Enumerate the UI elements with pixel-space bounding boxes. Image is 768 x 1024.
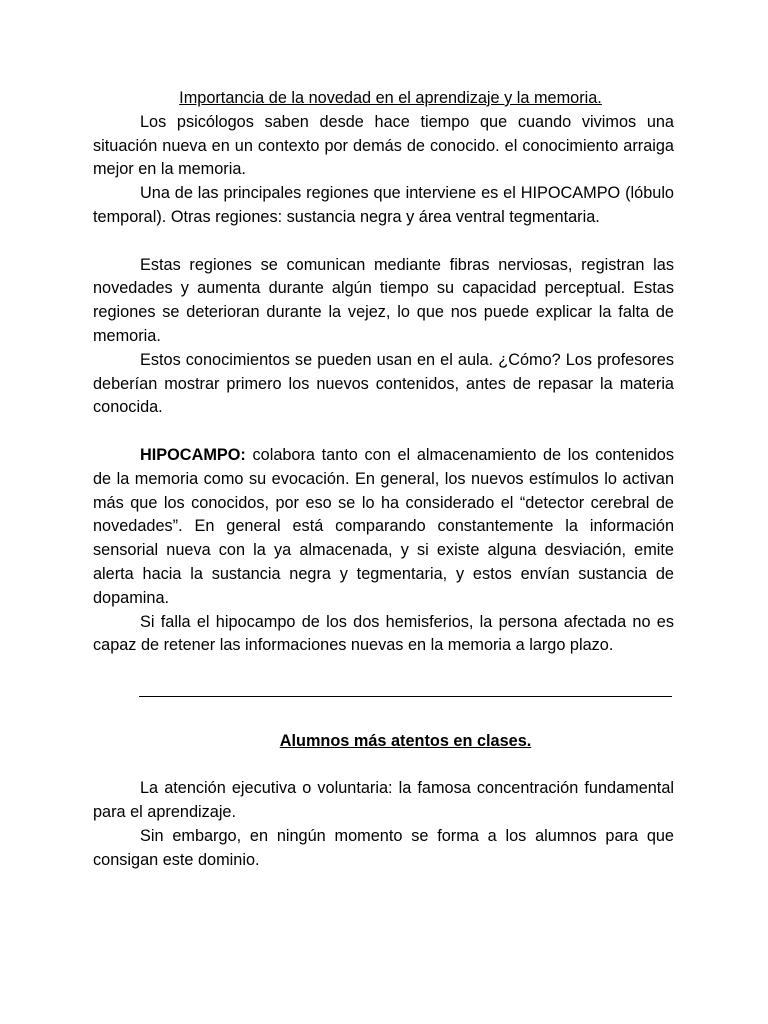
document-page: [93, 87, 674, 872]
term-hipocampo: HIPOCAMPO:: [140, 445, 246, 464]
paragraph-text: colabora tanto con el almacenamiento de los contenidos de la memoria como su evocación. En general, los nuevos estímulos lo activan más que los conocidos, por eso se lo ha considerado el “detector cerebral de novedades”. En general está comparando constantemente la información sensorial nueva con la ya almacenada, y si existe alguna desviación, emite alerta hacia la sustancia negra y tegmentaria, y estos envían sustancia de dopamina.: [93, 445, 674, 607]
paragraph-hipocampo: [93, 444, 674, 611]
section-title-alumnos: Alumnos más atentos en clases.: [279, 731, 532, 750]
blank-line: [93, 420, 674, 444]
blank-line: [93, 753, 674, 777]
blank-line: [93, 230, 674, 254]
paragraph: Los psicólogos saben desde hace tiempo que cuando vivimos una situación nueva en un contexto por demás de conocido. el conocimiento arraiga mejor en la memoria.: [93, 112, 674, 179]
paragraph: Estas regiones se comunican mediante fibras nerviosas, registran las novedades y aumenta durante algún tiempo su capacidad perceptual. Estas regiones se deterioran durante la vejez, lo que nos puede explicar la falta de memoria.: [93, 255, 674, 345]
paragraph: Una de las principales regiones que interviene es el HIPOCAMPO (lóbulo temporal). Otras regiones: sustancia negra y área ventral tegmentaria.: [93, 184, 674, 226]
paragraph: La atención ejecutiva o voluntaria: la famosa concentración fundamental para el aprendizaje.: [93, 779, 674, 821]
horizontal-rule: [93, 682, 674, 706]
blank-line: [93, 658, 674, 682]
section-title-novedad: Importancia de la novedad en el aprendizaje y la memoria.: [179, 89, 602, 107]
blank-line: [93, 706, 674, 730]
paragraph: Sin embargo, en ningún momento se forma a los alumnos para que consigan este dominio.: [93, 826, 674, 869]
paragraph: Si falla el hipocampo de los dos hemisferios, la persona afectada no es capaz de retener las informaciones nuevas en la memoria a largo plazo.: [93, 612, 674, 655]
paragraph: Estos conocimientos se pueden usan en el aula. ¿Cómo? Los profesores deberían mostrar primero los nuevos contenidos, antes de repasar la materia conocida.: [93, 350, 674, 417]
